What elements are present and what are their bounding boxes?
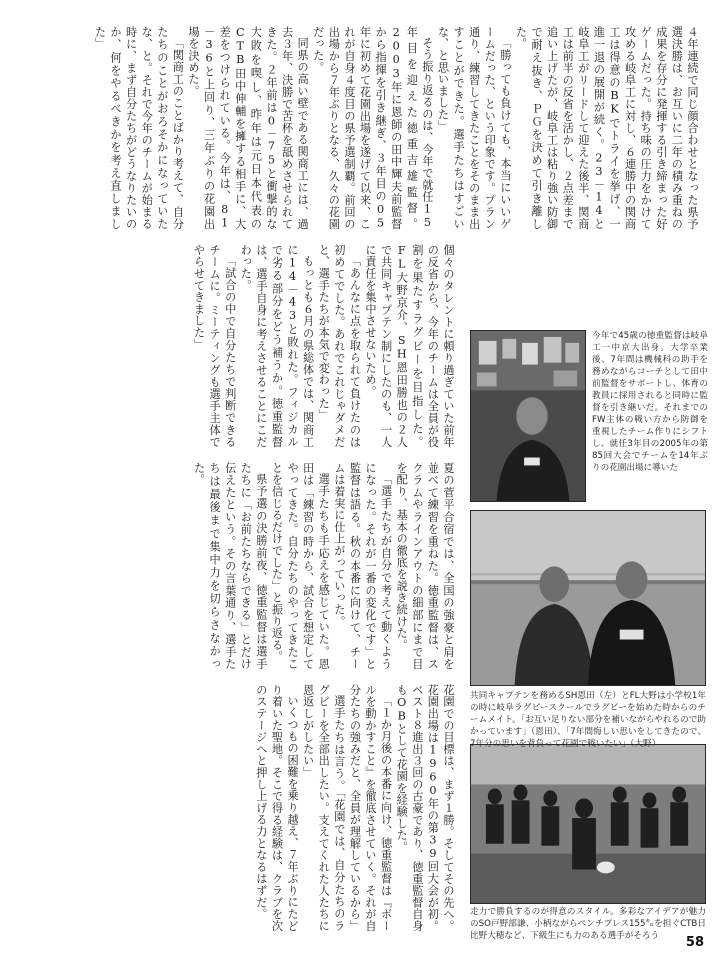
paragraph: 「１か月後の本番に向け、徳重監督は『ボールを動かすこと』を徹底させていく。それが自分たちの強みだと、全員が理解しているから」 xyxy=(348,684,393,932)
paragraph: 「試合の中で自分たちで判断できるチームに。ミーティングも選手主体でやらせてきました」 xyxy=(192,244,237,448)
paragraph: 「あんなに点を取られて負けたのは初めてでした。あれでこれじゃダメだと、選手たちが本気で変わった」 xyxy=(317,244,362,448)
training-photo xyxy=(470,744,706,904)
article-tier-2 xyxy=(20,244,456,448)
captains-photo xyxy=(470,510,706,686)
paragraph: 選手たちは言う。「花園では、自分たちのラグビーを全部出したい。支えてくれた人たちに恩返しがしたい」 xyxy=(301,684,346,932)
coach-caption: 今年で45歳の徳重監督は岐阜工一中京大出身。大学卒業後、7年間は機械科の助手を務めながらコーチとして田中前監督をサポートし、体育の教員に採用されると同時に監督を引き継いだ。それまでのFW主体の戦い方から防御を重視したチーム作りにシフトし、就任3年目の2005年の第85回大会でチームを14年ぶりの花園出場に導いた xyxy=(592,331,708,473)
paragraph: 花園での目標は、まず１勝。そしてその先へ。花園出場は1960年の第39回大会が初。ベスト８進出３回の古豪であり、徳重監督自身もOBとして花園を経験した。 xyxy=(395,684,455,932)
paragraph: 「選手たちが自分で考えて動くようになった。それが一番の変化です」と監督は語る。秋の本番に向けて、チームは着実に仕上がっていった。 xyxy=(332,462,393,670)
players-training-icon xyxy=(471,745,705,903)
coach-portrait-icon xyxy=(471,331,585,501)
paragraph: いくつもの困難を乗り越え、７年ぶりにたどり着いた聖地。そこで得る経験は、クラブを次のステージへと押し上げる力となるはずだ。 xyxy=(254,684,300,932)
captains-icon xyxy=(471,511,705,685)
paragraph: 同県の高い壁である関商工には、過去３年、決勝で苦杯を舐めさせられてきた。２年前は0－75と衝撃的な大敗を喫し、昨年は元日本代表のCTB田中伸輔を擁する相手に、大差をつけられている。今年は、81－36と上回り、三年ぶりの花園出場を決めた。 xyxy=(187,26,310,230)
paragraph: 夏の菅平合宿では、全国の強豪と肩を並べて練習を重ねた。徳重監督は、スクラムやラインアウトの細部にまで目を配り、基本の徹底を説き続けた。 xyxy=(395,462,455,670)
paragraph: 県予選の決勝前夜、徳重監督は選手たちに「お前たちならできる」とだけ伝えたという。その言葉通り、選手たちは最後まで集中力を切らさなかった。 xyxy=(192,462,268,670)
captains-caption: 共同キャプテンを務めるSH恩田（左）とFL大野は小学校1年の時に岐阜ラグビースクールでラグビーを始めた時からのチームメイト。「お互い足りない部分を補いながらやれるので助かっています」（恩田）、「7年間悔しい思いをしてきたので、7年分の思いを背負って花園で戦いたい」（大野） xyxy=(470,691,706,749)
coach-portrait-photo xyxy=(470,330,586,502)
paragraph: 選手たちも手応えを感じていた。恩田は「練習の時から、試合を想定してやってきた。自分たちのやってきたことを信じるだけでした」と振り返る。 xyxy=(270,462,331,670)
paragraph: もっとも６月の県総体では、関商工に14－43と敗れた。フィジカルで劣る部分をどう補うか。徳重監督は、選手自身に考えさせることにこだわった。 xyxy=(239,244,315,448)
paragraph: ４年連続で同じ顔合わせとなった県予選決勝は、お互いに二年の積み重ねの成果を存分に発揮する引き締まった好ゲームだった。持ち味の圧力をかけて攻める岐阜工に対し、６連勝中の関商工は得意のBKでトライを挙げ、一進一退の展開が続く。23－14と岐阜工がリードして迎えた後半、関商工は前半の反省を活かし、２点差まで追い上げたが、岐阜工は粘り強い防御で耐え抜き、ＰＧを決めて引き離した。 xyxy=(514,26,699,230)
page-number: 58 xyxy=(685,935,704,950)
paragraph: 個々のタレントに頼り過ぎていた前年の反省から、今年のチームは全員が役割を果たすラグビーを目指した。FL大野京介、SH恩田勝也の２人で共同キャプテン制にしたのも、一人に責任を集中させないため。 xyxy=(364,244,455,448)
paragraph: 「勝っても負けても、本当にいいゲームだった、という印象です。プラン通り、練習してきたことをそのまま出すことができた。選手たちはすごいな、と思いました」 xyxy=(436,26,512,230)
article-tier-1 xyxy=(20,26,700,230)
training-caption: 走力で勝負するのが得意のスタイル。多彩なアイデアが魅力のSO戸野部謙、小柄ながらペンチプレス155㌔を担ぐCTB日比野大穂など、下級生にも力のある選手がそろう xyxy=(470,907,706,941)
article-tier-3 xyxy=(20,462,456,670)
paragraph: そう振り返るのは、今年で就任15年目を迎えた徳重吉雄監督。2003年に恩師の田中輝夫前監督から指揮を引き継ぎ、３年目の05年に初めて花園出場を遂げて以来、これが自身４度目の県予選制覇。前回の出場から７年ぶりとなる、久々の花園だった。 xyxy=(311,26,434,230)
article-tier-4 xyxy=(20,684,456,932)
paragraph: 「関商工のことばかり考えて、自分たちのことがおろそかになっていたな、と。それで今年のチームが始まる時に、まず自分たちがどうなりたいのか、何をやるべきかを考え直しました」 xyxy=(93,26,185,230)
